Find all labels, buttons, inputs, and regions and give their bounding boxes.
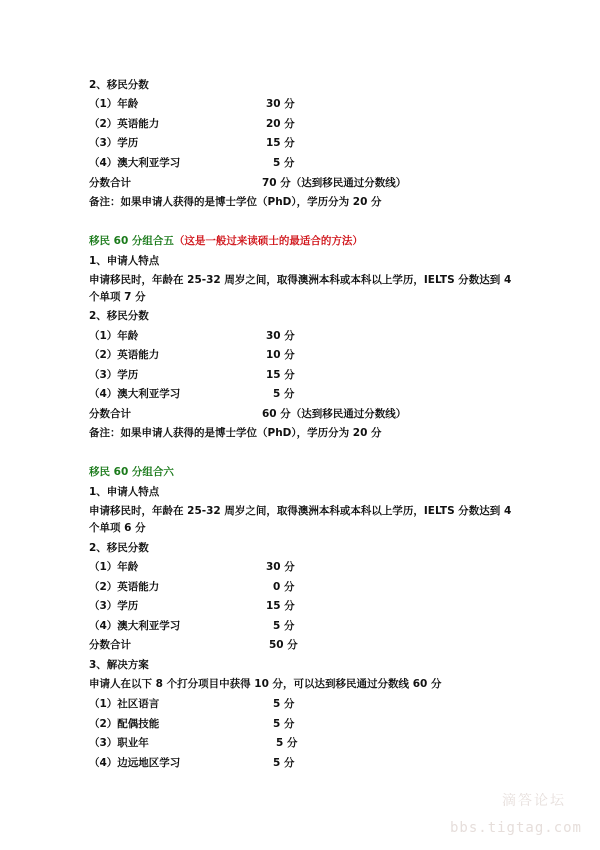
solution-value: 5 分 [273,698,295,710]
traits-heading: 1、申请人特点 [89,255,160,267]
score-value: 5 分 [273,157,295,169]
solution-label: （1）社区语言 [89,698,160,710]
combo6-title: 移民 60 分组合六 [89,466,174,478]
score-label: （1）年龄 [89,561,139,573]
combo5-title-main: 移民 60 分组合五 [89,235,174,247]
score-label: （3）学历 [89,369,139,381]
solution-value: 5 分 [273,718,295,730]
score-value: 15 分 [266,137,295,149]
solution-label: （3）职业年 [89,737,149,749]
score-value: 15 分 [266,600,295,612]
score-value: 5 分 [273,620,295,632]
score-value: 30 分 [266,561,295,573]
score-label: （2）英语能力 [89,581,160,593]
traits-text: 申请移民时，年龄在 25-32 周岁之间，取得澳洲本科或本科以上学历，IELTS 分数达到 4 [89,274,512,286]
score-value: 5 分 [273,388,295,400]
score-label: （3）学历 [89,600,139,612]
solution-text: 申请人在以下 8 个打分项目中获得 10 分，可以达到移民通过分数线 60 分 [89,678,442,690]
total-value: 70 分（达到移民通过分数线） [262,177,407,189]
score-heading: 2、移民分数 [89,542,149,554]
total-label: 分数合计 [89,177,131,189]
score-label: （1）年龄 [89,330,139,342]
score-label: （4）澳大利亚学习 [89,388,181,400]
solution-heading: 3、解决方案 [89,659,149,671]
score-value: 20 分 [266,118,295,130]
score-value: 0 分 [273,581,295,593]
score-heading-a: 2、移民分数 [89,79,149,91]
total-value: 60 分（达到移民通过分数线） [262,408,407,420]
solution-value: 5 分 [276,737,298,749]
total-label: 分数合计 [89,408,131,420]
score-label: （2）英语能力 [89,118,160,130]
traits-text: 个单项 6 分 [89,522,146,534]
traits-text: 申请移民时，年龄在 25-32 周岁之间，取得澳洲本科或本科以上学历，IELTS 分数达到 4 [89,505,512,517]
score-label: （4）澳大利亚学习 [89,157,181,169]
combo5-title-remark: （这是一般过来读硕士的最适合的方法） [173,235,363,247]
score-value: 10 分 [266,349,295,361]
score-label: （1）年龄 [89,98,139,110]
traits-text: 个单项 7 分 [89,291,146,303]
traits-heading: 1、申请人特点 [89,486,160,498]
note-text: 备注：如果申请人获得的是博士学位（PhD），学历分为 20 分 [89,427,382,439]
solution-label: （2）配偶技能 [89,718,160,730]
solution-label: （4）边远地区学习 [89,757,181,769]
note-text: 备注：如果申请人获得的是博士学位（PhD），学历分为 20 分 [89,196,382,208]
combo5-title [89,234,363,248]
total-label: 分数合计 [89,639,131,651]
score-label: （4）澳大利亚学习 [89,620,181,632]
score-label: （2）英语能力 [89,349,160,361]
score-value: 15 分 [266,369,295,381]
total-value: 50 分 [269,639,298,651]
solution-value: 5 分 [273,757,295,769]
score-label: （3）学历 [89,137,139,149]
watermark-name: 滴答论坛 [502,793,566,809]
score-value: 30 分 [266,98,295,110]
watermark-url: bbs.tigtag.com [449,820,582,836]
score-value: 30 分 [266,330,295,342]
score-heading: 2、移民分数 [89,310,149,322]
